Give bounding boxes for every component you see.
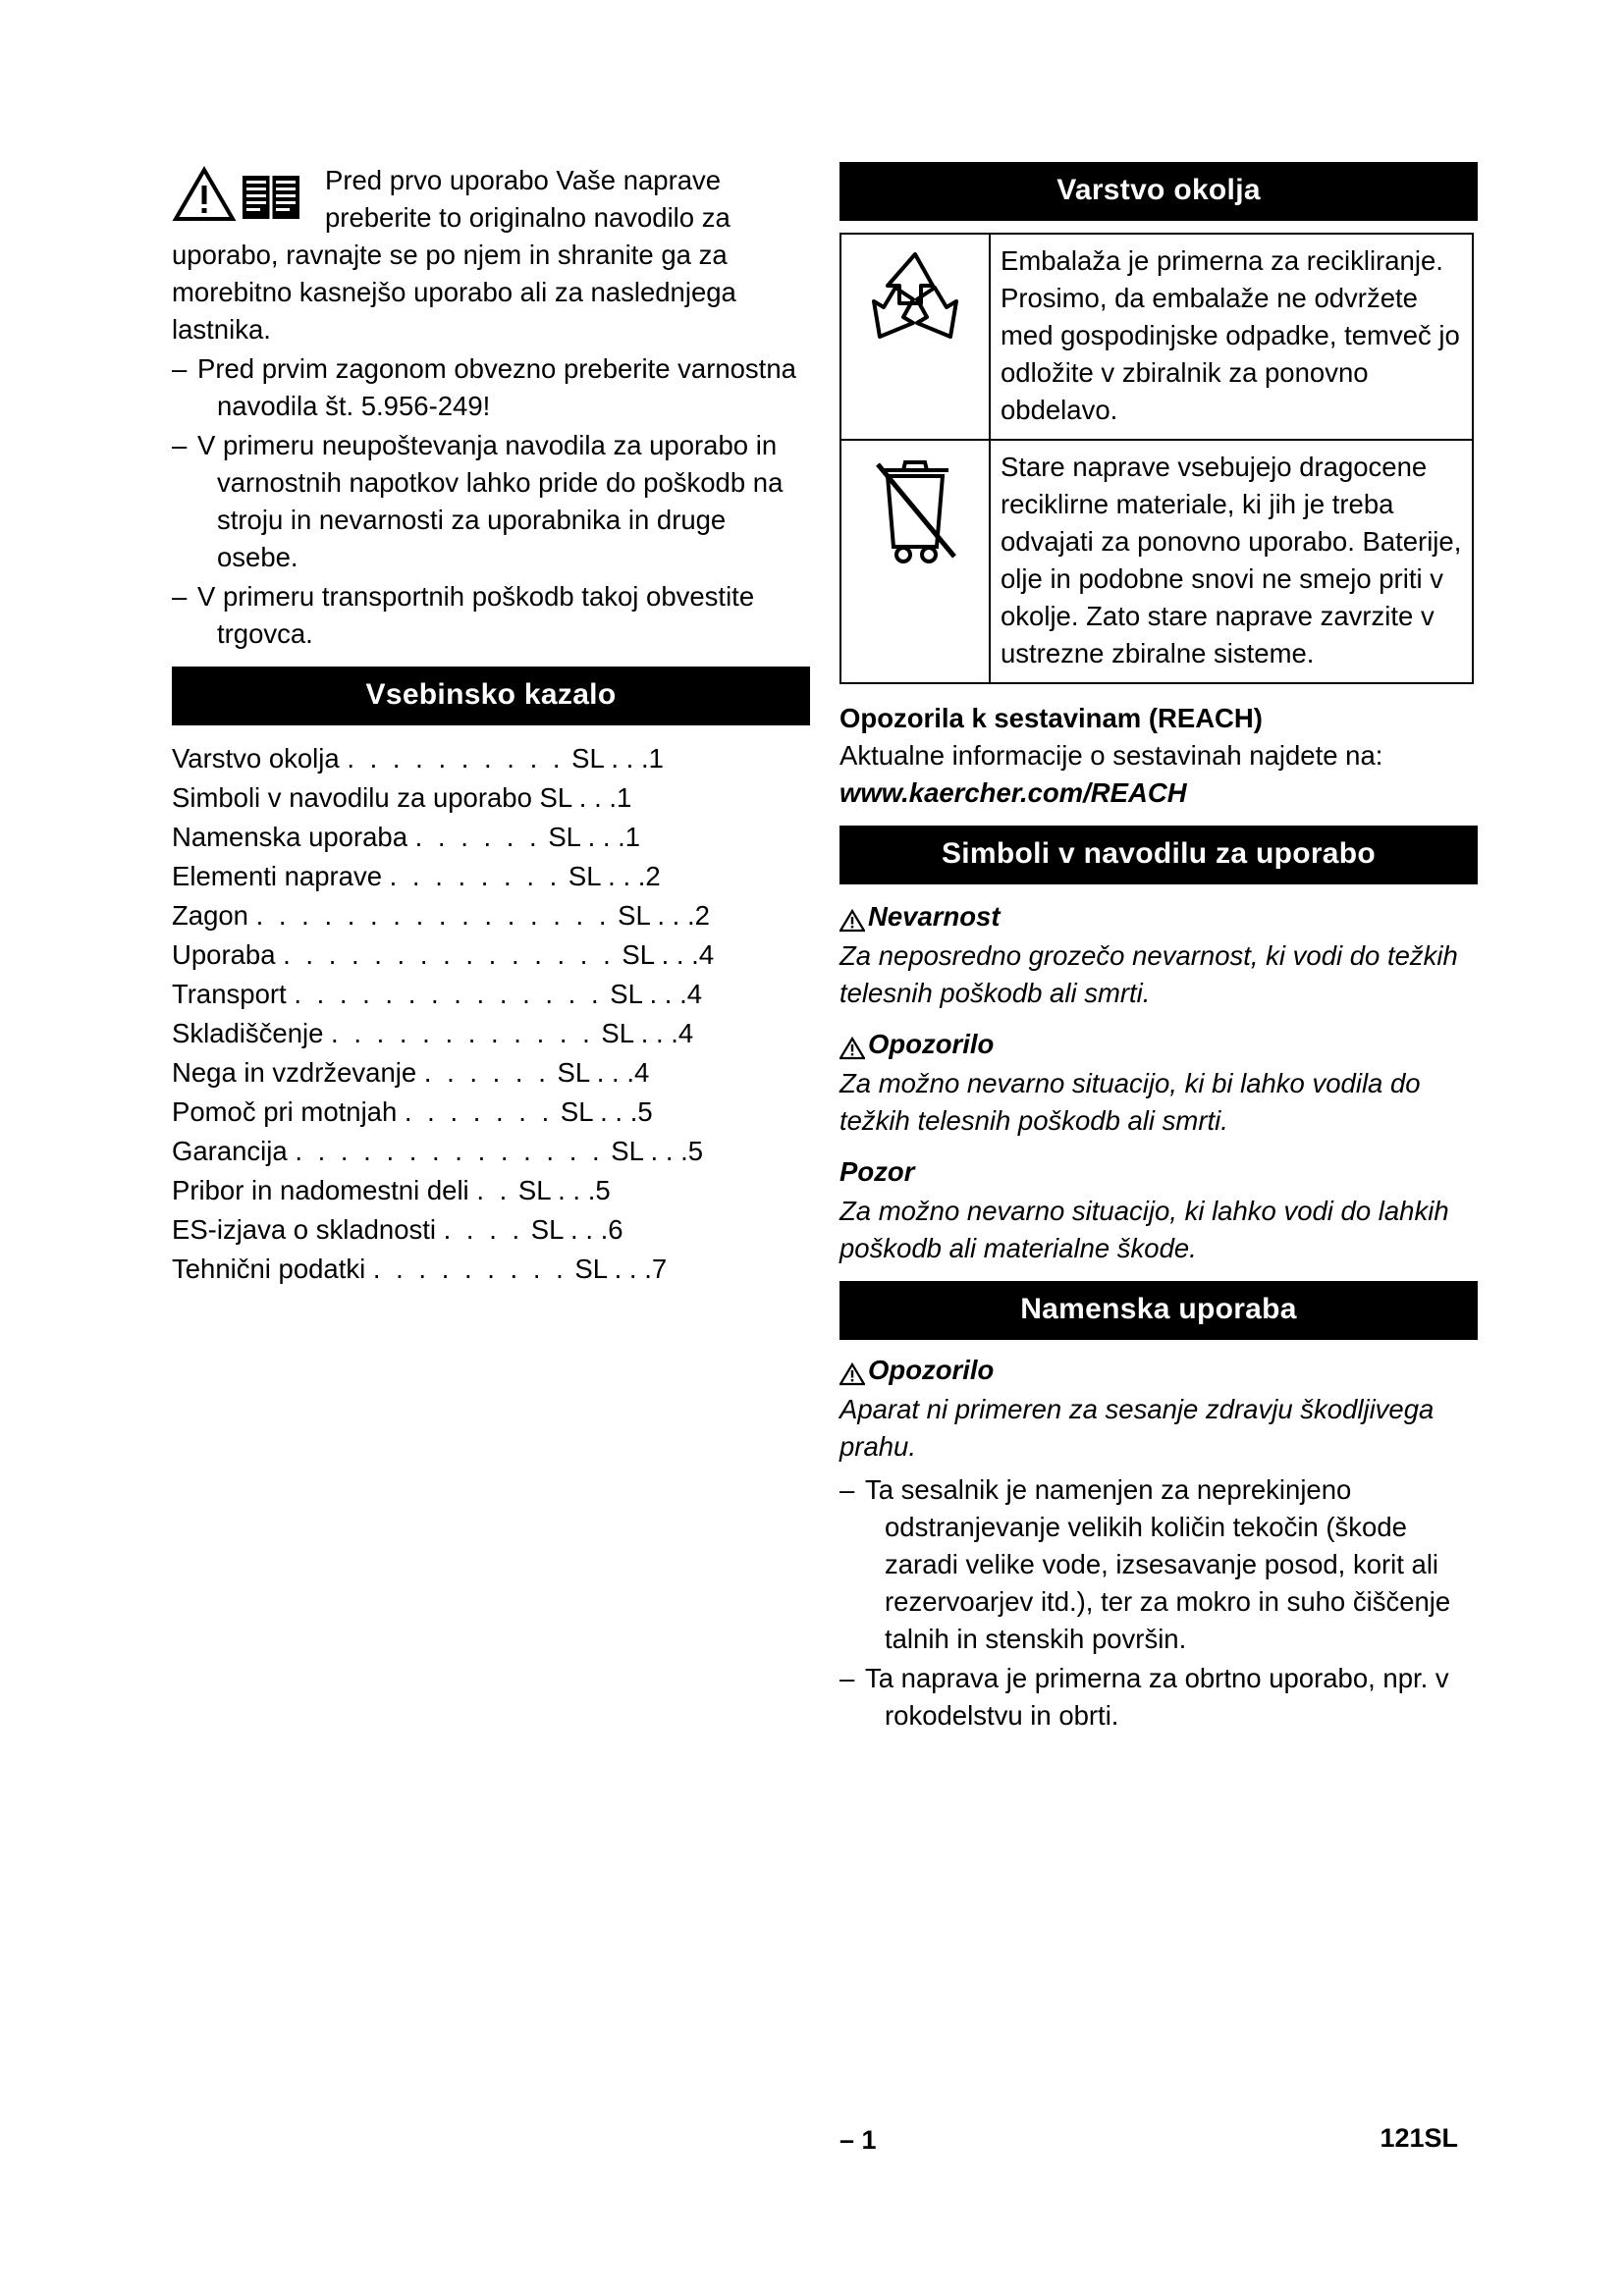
signal-word-label: Opozorilo	[868, 1029, 995, 1059]
toc-entry[interactable]	[172, 778, 810, 818]
toc-entry-page: . . .4	[649, 979, 703, 1009]
toc-entry-sl: SL	[571, 743, 604, 774]
page-number: – 1	[839, 2125, 877, 2155]
intro-paragraph: Pred prvo uporabo Vaše naprave preberite to originalno navodilo za uporabo, ravnajte se po njem in shranite ga za morebitno kasnejšo uporabo ali za naslednjega lastnika.	[172, 165, 736, 345]
toc-entry-page: . . .4	[661, 939, 715, 970]
toc-entry-sl: SL	[539, 782, 572, 813]
toc-entry-dots: . . . . . . . . .	[372, 1254, 568, 1284]
toc-entry-dots: . . . . . . . . . . . . . .	[294, 979, 603, 1009]
toc-entry-title: ES-izjava o skladnosti	[172, 1214, 437, 1245]
toc-entry[interactable]	[172, 1093, 810, 1132]
toc-entry-dots: . . . . . . . . . . . .	[331, 1018, 594, 1048]
toc-entry-title: Nega in vzdrževanje	[172, 1057, 417, 1088]
toc-entry[interactable]	[172, 818, 810, 857]
toc-entry-page: . . .4	[640, 1018, 694, 1048]
toc-entry-page: . . .1	[587, 822, 641, 852]
toc-entry-page: . . .5	[600, 1096, 653, 1127]
toc-entry-sl: SL	[622, 939, 654, 970]
toc-entry[interactable]	[172, 975, 810, 1014]
signal-word-danger	[839, 898, 1478, 935]
toc-entry-page: . . .5	[558, 1175, 611, 1205]
intended-use-bullet-list	[839, 1471, 1478, 1735]
toc-entry-sl: SL	[560, 1096, 593, 1127]
toc-entry[interactable]	[172, 1053, 810, 1093]
toc-entry-dots: . . . . . . . . . . . . . . . .	[255, 900, 611, 931]
toc-entry-dots: . . . . . . . .	[389, 861, 562, 891]
toc-entry-dots: . . . . . . .	[404, 1096, 554, 1127]
crossed-out-wheelie-bin-icon	[840, 440, 990, 683]
toc-entry-page: . . .4	[596, 1057, 650, 1088]
toc-entry-page: . . .1	[578, 782, 632, 813]
toc-entry[interactable]	[172, 1132, 810, 1171]
toc-entry-sl: SL	[548, 822, 580, 852]
toc-entry-title: Garancija	[172, 1136, 288, 1166]
list-item: – V primeru neupoštevanja navodila za uporabo in varnostnih napotkov lahko pride do poškodb na stroju in nevarnosti za uporabnika in druge osebe.	[172, 430, 784, 572]
toc-entry[interactable]	[172, 896, 810, 935]
intro-block	[172, 162, 810, 348]
warning-triangle-icon	[839, 1359, 865, 1382]
signal-word-caution: Pozor	[839, 1156, 915, 1187]
list-item: – Ta sesalnik je namenjen za neprekinjeno odstranjevanje velikih količin tekočin (škode zaradi velike vode, izsesavanje posod, korit ali rezervoarjev itd.), ter za mokro in suho čiščenje talnih in stenskih površin.	[839, 1474, 1451, 1654]
document-code: 121SL	[1380, 2123, 1458, 2153]
section-header-intended-use: Namenska uporaba	[839, 1281, 1478, 1340]
toc-entry-dots: . . . . . . . . . . . . . .	[295, 1136, 604, 1166]
toc-entry-sl: SL	[601, 1018, 634, 1048]
signal-word-label: Opozorilo	[868, 1355, 995, 1385]
reach-text: Aktualne informacije o sestavinah najdete na:	[839, 740, 1383, 771]
list-item: – V primeru transportnih poškodb takoj obvestite trgovca.	[172, 581, 755, 649]
toc-entry-title: Skladiščenje	[172, 1018, 324, 1048]
intro-icons	[172, 164, 319, 225]
toc-entry[interactable]	[172, 739, 810, 778]
toc-entry[interactable]	[172, 1250, 810, 1289]
open-book-icon	[243, 174, 299, 221]
toc-entry[interactable]	[172, 857, 810, 896]
toc-entry-title: Varstvo okolja	[172, 743, 340, 774]
toc-entry-dots: . . . . . .	[414, 822, 541, 852]
section-header-environment: Varstvo okolja	[839, 162, 1478, 221]
toc-entry-title: Elementi naprave	[172, 861, 383, 891]
toc-entry-title: Simboli v navodilu za uporabo	[172, 782, 532, 813]
toc-entry-sl: SL	[618, 900, 650, 931]
toc-entry-sl: SL	[530, 1214, 564, 1245]
warning-triangle-icon	[839, 905, 865, 929]
symbol-description: Za možno nevarno situacijo, ki lahko vodi do lahkih poškodb ali materialne škode.	[839, 1196, 1449, 1263]
toc-entry[interactable]	[172, 1171, 810, 1210]
toc-entry-page: . . .7	[614, 1254, 668, 1284]
toc-entry-dots: . . . . . . . . . .	[347, 743, 565, 774]
toc-entry-page: . . .2	[608, 861, 661, 891]
toc-entry-sl: SL	[610, 979, 642, 1009]
toc-entry-sl: SL	[557, 1057, 590, 1088]
reach-url[interactable]: www.kaercher.com/REACH	[839, 777, 1187, 808]
toc-entry-dots: . . . . . . . . . . . . . . .	[283, 939, 615, 970]
toc-entry-title: Tehnični podatki	[172, 1254, 366, 1284]
toc-entry-title: Namenska uporaba	[172, 822, 408, 852]
recycling-arrows-icon	[840, 234, 990, 440]
toc-entry-title: Pribor in nadomestni deli	[172, 1175, 469, 1205]
symbol-description: Za možno nevarno situacijo, ki bi lahko vodila do težkih telesnih poškodb ali smrti.	[839, 1068, 1421, 1136]
toc-entry-page: . . .6	[570, 1214, 623, 1245]
table-row	[840, 440, 1473, 683]
intended-use-lead: Aparat ni primeren za sesanje zdravju škodljivega prahu.	[839, 1394, 1435, 1462]
toc-entry-page: . . .1	[611, 743, 664, 774]
list-item: – Pred prvim zagonom obvezno preberite varnostna navodila št. 5.956-249!	[172, 353, 796, 421]
toc-entry-sl: SL	[611, 1136, 643, 1166]
toc-entry-title: Uporaba	[172, 939, 276, 970]
table-of-contents	[172, 739, 810, 1289]
section-header-toc: Vsebinsko kazalo	[172, 667, 810, 725]
signal-word-warning	[839, 1352, 1478, 1389]
left-column	[172, 162, 810, 1289]
intro-bullet-list	[172, 350, 810, 653]
toc-entry[interactable]	[172, 1210, 810, 1250]
toc-entry-sl: SL	[517, 1175, 551, 1205]
toc-entry-title: Zagon	[172, 900, 248, 931]
toc-entry-page: . . .2	[657, 900, 710, 931]
toc-entry-dots: . . . .	[443, 1214, 524, 1245]
environment-row-text: Embalaža je primerna za recikliranje. Prosimo, da embalaže ne odvržete med gospodinjske odpadke, temveč jo odložite v zbiralnik za ponovno obdelavo.	[990, 234, 1473, 440]
signal-word-warning	[839, 1026, 1478, 1063]
toc-entry-sl: SL	[574, 1254, 608, 1284]
signal-word-label: Nevarnost	[868, 901, 1001, 932]
toc-entry-sl: SL	[568, 861, 601, 891]
table-row	[840, 234, 1473, 440]
section-header-symbols: Simboli v navodilu za uporabo	[839, 826, 1478, 884]
environment-table	[839, 233, 1474, 684]
list-item: – Ta naprava je primerna za obrtno uporabo, npr. v rokodelstvu in obrti.	[839, 1663, 1449, 1731]
toc-entry-page: . . .5	[650, 1136, 704, 1166]
toc-entry[interactable]	[172, 935, 810, 975]
toc-entry[interactable]	[172, 1014, 810, 1053]
right-column	[839, 162, 1478, 1735]
toc-entry-dots: . . . . . .	[423, 1057, 550, 1088]
symbol-description: Za neposredno grozečo nevarnost, ki vodi do težkih telesnih poškodb ali smrti.	[839, 940, 1458, 1008]
toc-entry-title: Transport	[172, 979, 287, 1009]
warning-triangle-icon	[176, 170, 233, 219]
toc-entry-dots: . .	[476, 1175, 512, 1205]
warning-triangle-icon	[839, 1033, 865, 1056]
reach-title: Opozorila k sestavinam (REACH)	[839, 703, 1263, 733]
environment-row-text: Stare naprave vsebujejo dragocene reciklirne materiale, ki jih je treba odvajati za ponovno uporabo. Baterije, olje in podobne snovi ne smejo priti v okolje. Zato stare naprave zavrzite v ustrezne zbiralne sisteme.	[990, 440, 1473, 683]
toc-entry-title: Pomoč pri motnjah	[172, 1096, 398, 1127]
